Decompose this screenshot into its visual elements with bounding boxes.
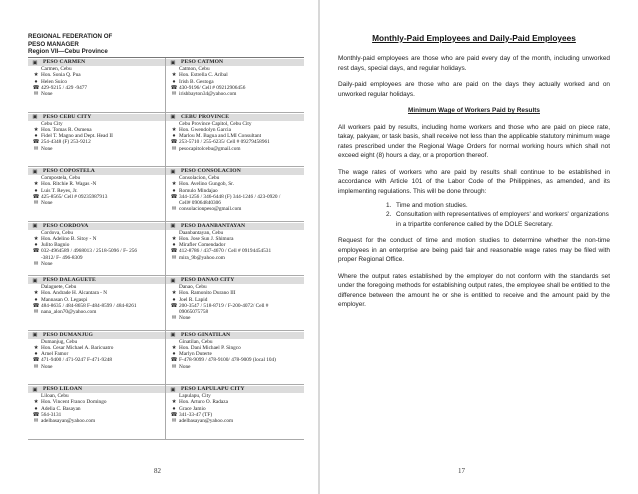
office-name: PESO LAPULAPU CITY (181, 386, 245, 393)
contact-line (169, 206, 302, 212)
office-header (166, 277, 304, 284)
contact-text: 484-8635 / 484-8658 F-484-8599 / 484-8261 (41, 302, 137, 309)
office-location: Cordova, Cebu (41, 229, 74, 236)
contact-text: Julito Bagnio (41, 242, 70, 249)
office-header (28, 59, 165, 66)
person-icon: ● (34, 405, 38, 412)
contact-text: Hon. Arturo O. Radaza (179, 399, 228, 406)
office-location: Carmen, Cebu (41, 66, 72, 72)
building-icon: ▣ (32, 386, 38, 393)
contact-line (31, 261, 163, 267)
paragraph: Daily-paid employees are those who are paid on the days they actually worked and on unworked regular holidays. (338, 81, 610, 98)
office-card (28, 58, 166, 113)
contact-text: 344-1256 / 346-6448 (F) 344-1246 / 423-0920 / (179, 193, 281, 200)
sub-heading: Minimum Wage of Workers Paid by Results (408, 107, 540, 115)
office-name: PESO DAANBANTAYAN (181, 222, 246, 229)
office-header (28, 114, 165, 121)
envelope-icon: ✉ (33, 200, 39, 207)
paragraph: Where the output rates established by the employer do not conform with the standards set under the foregoing methods for establishing output rates, the employee shall be entitled to the difference between the amount he or she is entitled to receive and the amount paid by the employer. (338, 272, 610, 309)
contact-text: consolacionpeso@gmail.com (179, 206, 242, 213)
page-number: 82 (154, 467, 161, 475)
contact-text: None (41, 363, 53, 370)
phone-icon: ☎ (170, 193, 178, 200)
contact-text: Marlou M. Bagua and LMI Consultant (179, 133, 262, 140)
federation-header (28, 33, 288, 56)
person-icon: ● (172, 296, 176, 303)
office-card (166, 276, 304, 331)
office-card (166, 113, 304, 168)
contact-text: 430-9196/ Cell # 09212906456 (179, 84, 246, 91)
star-icon: ★ (33, 126, 39, 133)
contact-text: Hon. Vincent Franco Domingo (41, 399, 107, 406)
office-name: PESO DANAO CITY (181, 277, 235, 284)
contact-text: Luis T. Reyes, Jr. (41, 187, 78, 194)
person-icon: ● (172, 187, 176, 194)
header-line: Region VII—Cebu Province (28, 48, 108, 56)
contact-text: Hon. Avelino Gungob, Sr. (179, 181, 234, 188)
office-header (166, 114, 304, 121)
contact-text: Fidel T. Magno and Dept. Head II (41, 133, 113, 140)
star-icon: ★ (33, 399, 39, 406)
contact-text: Hon. Tomas R. Osmena (41, 126, 92, 133)
building-icon: ▣ (32, 59, 38, 66)
office-name: CEBU PROVINCE (181, 113, 230, 120)
office-location: Ginatilan, Cebu (179, 338, 213, 345)
star-icon: ★ (171, 290, 177, 297)
office-location: Danao, Cebu (179, 284, 207, 290)
contact-text: 032-4964589 / 4968013 / 2518-5096 / F- 256 (41, 248, 138, 255)
phone-icon: ☎ (170, 302, 178, 309)
contact-text: Hon. Estrella C. Aribal (179, 72, 228, 79)
contact-text: Mannasan O. Legaspi (41, 296, 88, 303)
office-name: PESO DALAGUETE (43, 277, 96, 284)
header-line: REGIONAL FEDERATION OF (28, 33, 113, 40)
office-name: PESO CONSOLACION (181, 168, 241, 175)
office-header (166, 168, 304, 175)
star-icon: ★ (171, 344, 177, 351)
office-location: Daanbantayan, Cebu (179, 229, 224, 236)
phone-icon: ☎ (32, 411, 40, 418)
office-header (166, 332, 304, 339)
person-icon: ● (34, 296, 38, 303)
envelope-icon: ✉ (33, 145, 39, 152)
contact-text: adelbasayan@yahoo.com (41, 418, 96, 425)
left-page (0, 0, 318, 494)
contact-text: Helen Suico (41, 78, 68, 85)
contact-line (169, 315, 302, 321)
building-icon: ▣ (170, 386, 176, 393)
contact-line (31, 418, 163, 424)
office-location: Lapulapu, City (179, 393, 211, 399)
envelope-icon: ✉ (171, 315, 177, 322)
section-title: Monthly-Paid Employees and Daily-Paid Employees (372, 33, 576, 43)
office-header (28, 168, 165, 175)
office-location: Catmon, Cebu (179, 66, 210, 72)
envelope-icon: ✉ (33, 418, 39, 425)
paragraph: The wage rates of workers who are paid by results shall continue to be established in accordance with Article 101 of the Labor Code of the Philippines, as amended, and its implementing regulations. This will be done through: (338, 168, 610, 196)
building-icon: ▣ (170, 223, 176, 229)
contact-text: Grace Jamio (179, 405, 206, 412)
contact-text: pesocapitolcebu@gmail.com (179, 145, 241, 152)
contact-line (31, 364, 163, 370)
office-card (166, 167, 304, 222)
office-header (166, 386, 304, 393)
contact-text: -3812/ F- 496-8309 (41, 254, 83, 261)
building-icon: ▣ (170, 168, 176, 175)
office-name: PESO COPOSTELA (43, 168, 95, 175)
envelope-icon: ✉ (171, 254, 177, 261)
person-icon: ● (172, 242, 176, 249)
contact-text: Marlyn Duterte (179, 351, 212, 358)
building-icon: ▣ (170, 332, 176, 338)
office-card (28, 385, 166, 440)
phone-icon: ☎ (32, 248, 40, 255)
contact-text: mira_9b@yahoo.com (179, 254, 225, 261)
contact-text: Joel R. Lapid (179, 296, 208, 303)
contact-text: 471-9400 / 471-9247 F-471-9248 (41, 357, 113, 364)
contact-text: 412-8786 / 437-4670 / Cell # 09194454531 (179, 248, 272, 255)
envelope-icon: ✉ (171, 206, 177, 213)
contact-text: Hon. Ramonito Durano III (179, 290, 236, 297)
list-number: 2. (386, 211, 392, 219)
building-icon: ▣ (32, 332, 38, 338)
phone-icon: ☎ (170, 357, 178, 364)
contact-text: 429-9215 / 429 -9477 (41, 84, 88, 91)
contact-text: 254-4348 (F) 253-9212 (41, 139, 91, 146)
contact-line (169, 91, 302, 97)
phone-icon: ☎ (32, 84, 40, 91)
contact-text: nana_alon70@yahoo.com (41, 309, 97, 316)
office-location: Cebu City (41, 120, 63, 127)
office-name: PESO DUMANJUG (43, 331, 93, 338)
building-icon: ▣ (170, 59, 176, 66)
office-header (28, 277, 165, 284)
phone-icon: ☎ (170, 84, 178, 91)
page-number: 17 (458, 467, 465, 475)
phone-icon: ☎ (32, 193, 40, 200)
office-location: Dalaguete, Cebu (41, 284, 77, 290)
office-name: PESO LILOAN (43, 386, 83, 393)
contact-line (169, 364, 302, 370)
office-location: Cebu Province Capitol, Cebu City (179, 120, 252, 127)
office-location: Compostela, Cebu (41, 175, 81, 181)
office-card (28, 331, 166, 386)
contact-text: None (41, 145, 53, 152)
list-text: Time and motion studies. (396, 201, 468, 209)
office-name: PESO CEBU CITY (43, 113, 92, 120)
building-icon: ▣ (32, 168, 38, 175)
contact-line (169, 255, 302, 261)
contact-text: None (179, 363, 191, 370)
contact-line (31, 309, 163, 315)
person-icon: ● (172, 78, 176, 85)
contact-text: Irish B. Gestoga (179, 78, 214, 85)
contact-line (169, 418, 302, 424)
contact-text: Hon. Ritchie R. Wagas -N (41, 181, 97, 188)
office-card (166, 222, 304, 277)
contact-text: Hon. Dani Michael P. Singco (179, 344, 241, 351)
contact-text: Hon. Sonia Q. Pua (41, 72, 81, 79)
office-card (28, 222, 166, 277)
paragraph: Request for the conduct of time and motion studies to determine whether the non-time employees in an enterprise are being paid fair and reasonable wage rates may be filed with proper Regional Office. (338, 237, 610, 264)
contact-text: F-478-9099 / 478-9100/ 478-9009 (local 104) (179, 357, 276, 364)
person-icon: ● (172, 405, 176, 412)
envelope-icon: ✉ (171, 91, 177, 98)
office-header (166, 223, 304, 230)
office-location: Consolacion, Cebu (179, 175, 220, 181)
phone-icon: ☎ (170, 139, 178, 146)
phone-icon: ☎ (32, 139, 40, 146)
contact-line (31, 200, 163, 206)
building-icon: ▣ (32, 223, 38, 229)
contact-text: Romulo Mindajao (179, 187, 218, 194)
header-line: PESO MANAGER (28, 40, 79, 48)
contact-text: None (41, 200, 53, 207)
contact-text: Arnel Famor (41, 351, 69, 358)
office-name: PESO CARMEN (43, 59, 86, 66)
contact-text: None (179, 315, 191, 322)
office-card (166, 58, 304, 113)
star-icon: ★ (171, 235, 177, 242)
star-icon: ★ (171, 399, 177, 406)
contact-text: None (41, 91, 53, 98)
list-text: Consultation with representatives of employers' and workers' organizations in a tripartite conference called by the DOLE Secretary. (396, 211, 609, 228)
star-icon: ★ (33, 235, 39, 242)
building-icon: ▣ (170, 277, 176, 284)
list-item (386, 201, 610, 211)
contact-text: adelbasayan@yahoo.com (179, 418, 234, 425)
person-icon: ● (34, 242, 38, 249)
person-icon: ● (172, 351, 176, 358)
building-icon: ▣ (32, 277, 38, 284)
numbered-list (386, 201, 610, 230)
office-card (166, 385, 304, 440)
phone-icon: ☎ (170, 248, 178, 255)
envelope-icon: ✉ (171, 418, 177, 425)
contact-text: 564-3131 (41, 411, 62, 418)
star-icon: ★ (33, 290, 39, 297)
person-icon: ● (172, 133, 176, 140)
office-name: PESO CATMON (181, 59, 224, 66)
office-location: Liloan, Cebu (41, 393, 69, 399)
star-icon: ★ (33, 344, 39, 351)
envelope-icon: ✉ (33, 260, 39, 267)
paragraph: Monthly-paid employees are those who are paid every day of the month, including unworked rest days, special days, and regular holidays. (338, 55, 610, 72)
phone-icon: ☎ (170, 411, 178, 418)
building-icon: ▣ (170, 114, 176, 120)
office-header (28, 223, 165, 230)
star-icon: ★ (33, 181, 39, 188)
contact-text: Hon. Jose Sun J. Shimura (179, 235, 234, 242)
contact-line (31, 146, 163, 152)
person-icon: ● (34, 187, 38, 194)
office-card (28, 276, 166, 331)
contact-line (169, 146, 302, 152)
contact-text: 253-5710 / 255-6235/ Cell # 09279458961 (179, 139, 270, 146)
envelope-icon: ✉ (171, 145, 177, 152)
contact-text: None (41, 260, 53, 267)
office-name: PESO CORDOVA (43, 222, 89, 229)
phone-icon: ☎ (32, 357, 40, 364)
star-icon: ★ (171, 72, 177, 79)
envelope-icon: ✉ (33, 363, 39, 370)
body-text (338, 54, 610, 317)
office-directory-grid (28, 57, 304, 440)
envelope-icon: ✉ (171, 363, 177, 370)
contact-text: Adelia C. Basayan (41, 405, 81, 412)
person-icon: ● (34, 78, 38, 85)
envelope-icon: ✉ (33, 91, 39, 98)
office-card (166, 331, 304, 386)
contact-text: Hon. Gwendolyn Garcia (179, 126, 231, 133)
contact-line (31, 91, 163, 97)
person-icon: ● (34, 133, 38, 140)
list-number: 1. (386, 201, 392, 209)
contact-text: Hon. Adelino B. Sitoy - N (41, 235, 97, 242)
contact-text: 425-8565/ Cell # 09235987913 (41, 193, 108, 200)
star-icon: ★ (171, 181, 177, 188)
office-header (28, 332, 165, 339)
star-icon: ★ (33, 72, 39, 79)
contact-text: irishbayton34@yahoo.com (179, 91, 237, 98)
office-card (28, 167, 166, 222)
envelope-icon: ✉ (33, 309, 39, 316)
contact-text: 09065075758 (179, 309, 209, 316)
office-name: PESO GINATILAN (181, 331, 231, 338)
office-header (28, 386, 165, 393)
building-icon: ▣ (32, 114, 38, 120)
contact-text: 200-3547 / 518-8719 / F-200-4072/ Cell # (179, 302, 269, 309)
star-icon: ★ (171, 126, 177, 133)
contact-text: 341-33-47 (TF) (179, 411, 213, 418)
office-location: Dumanjug, Cebu (41, 338, 78, 345)
contact-text: Cell# 09064840306 (179, 200, 221, 207)
paragraph: All workers paid by results, including home workers and those who are paid on piece rate, takay, pakyaw, or task basis, shall receive not less than the applicable statutory minimum wage rates prescribed under the Regional Wage Orders for normal working hours which shall not exceed eight (8) hours a day, or a proportion thereof. (338, 123, 610, 160)
contact-text: Hon. Cesar Michael A. Baricuatro (41, 344, 114, 351)
phone-icon: ☎ (32, 302, 40, 309)
list-item (386, 210, 610, 229)
office-header (166, 59, 304, 66)
contact-text: Hon. Andrade H. Alcantara - N (41, 290, 108, 297)
office-card (28, 113, 166, 168)
person-icon: ● (34, 351, 38, 358)
contact-text: Mirafler Comendador (179, 242, 226, 249)
